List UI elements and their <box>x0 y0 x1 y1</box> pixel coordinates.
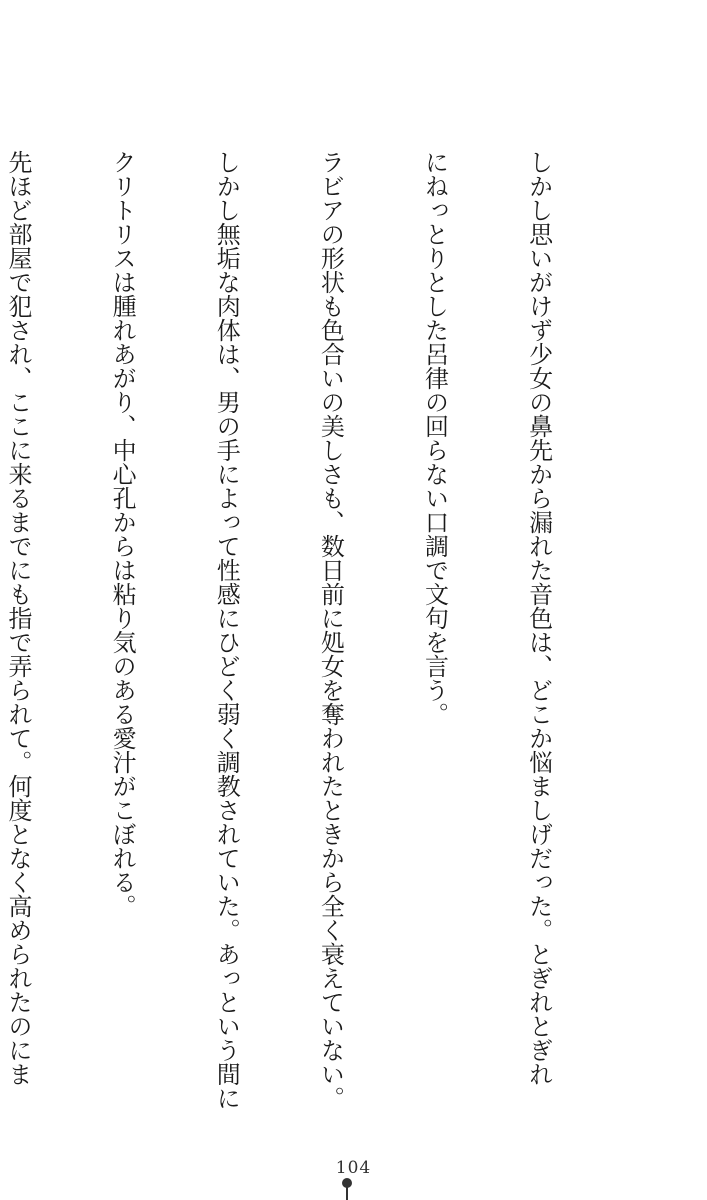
text-line: しかし思いがけず少女の鼻先から漏れた音色は、どこか悩ましげだった。とぎれとぎれ <box>524 150 553 1086</box>
text-line: にねっとりとした呂律の回らない口調で文句を言う。 <box>420 150 449 726</box>
text-line: ラビアの形状も色合いの美しさも、数日前に処女を奪われたときから全く衰えていない。 <box>316 150 345 1110</box>
text-line: クリトリスは腫れあがり、中心孔からは粘り気のある愛汁がこぼれる。 <box>108 150 137 918</box>
text-line: 先ほど部屋で犯され、ここに来るまでにも指で弄られて。何度となく高められたのにま <box>4 150 33 1086</box>
text-line: しかし無垢な肉体は、男の手によって性感にひどく弱く調教されていた。あっという間に <box>212 150 241 1110</box>
page-number: 104 <box>335 1158 372 1178</box>
page-marker-line <box>346 1181 348 1200</box>
vertical-text-body <box>0 150 625 1110</box>
